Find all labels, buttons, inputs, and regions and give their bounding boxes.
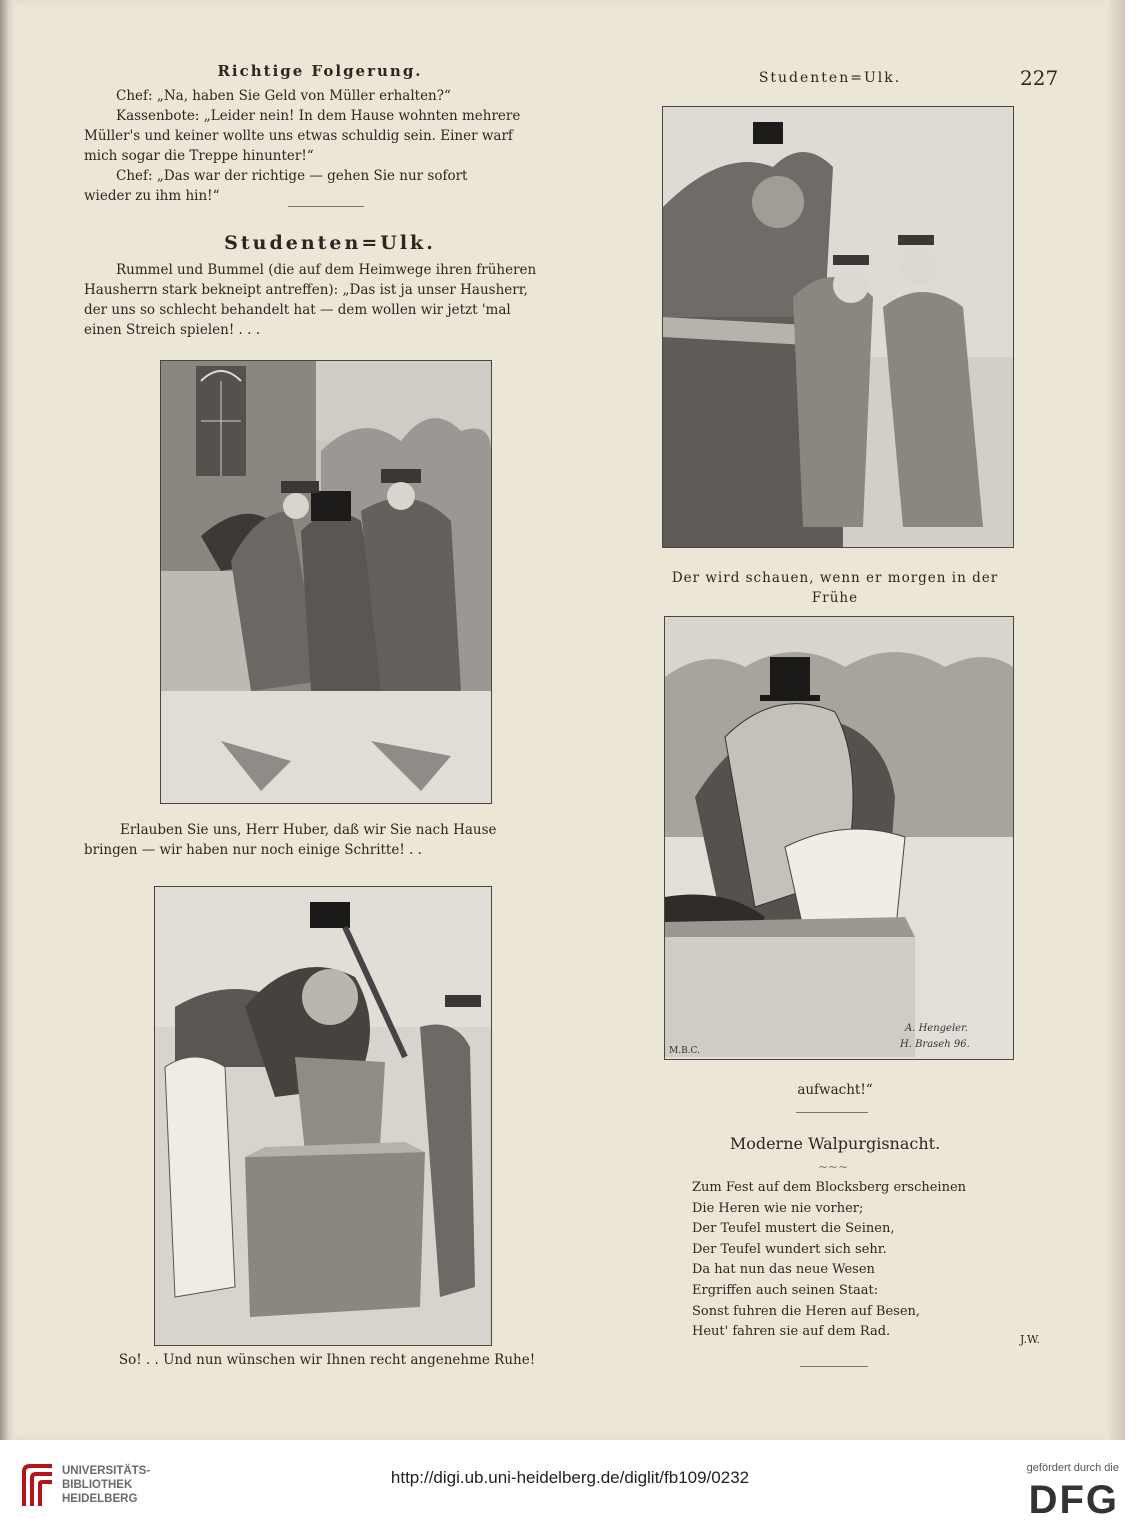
library-name: [62, 1464, 150, 1506]
caption-line: Erlauben Sie uns, Herr Huber, daß wir Sie nach Hause: [120, 822, 497, 838]
page-number: 227: [1020, 66, 1059, 90]
poem-line: Der Teufel mustert die Seinen,: [692, 1221, 895, 1237]
illus-mark: M.B.C.: [669, 1046, 700, 1056]
illus-signature-1: A. Hengeler.: [905, 1023, 968, 1034]
caption-3: Der wird schauen, wenn er morgen in der Frühe: [671, 570, 999, 606]
poem-line: Da hat nun das neue Wesen: [692, 1262, 875, 1278]
text-line: wieder zu ihm hin!“: [84, 188, 220, 204]
dfg-logo: DFG: [1028, 1478, 1119, 1522]
caption-line: bringen — wir haben nur noch einige Schritte! . .: [84, 842, 422, 858]
text-line: Müller's und keiner wollte uns etwas schuldig sein. Einer warf: [84, 128, 513, 144]
poem-title: Moderne Walpurgisnacht.: [729, 1134, 941, 1153]
divider: [800, 1366, 868, 1367]
running-header: Studenten=Ulk.: [758, 70, 902, 86]
poem: [692, 1178, 1012, 1343]
divider: [288, 206, 364, 207]
poem-line: Zum Fest auf dem Blocksberg erscheinen: [692, 1180, 967, 1195]
text-line: Hausherrn stark bekneipt antreffen): „Das ist ja unser Hausherr,: [84, 282, 528, 298]
text-line: einen Streich spielen! . . .: [84, 322, 261, 338]
text-line: Chef: „Na, haben Sie Geld von Müller erhalten?“: [116, 88, 451, 104]
ornament: ~~~: [818, 1160, 849, 1174]
source-url-link[interactable]: http://digi.ub.uni-heidelberg.de/diglit/fb109/0232: [390, 1468, 750, 1487]
text-line: Rummel und Bummel (die auf dem Heimwege ihren früheren: [116, 262, 537, 278]
poem-line: Sonst fuhren die Heren auf Besen,: [692, 1303, 921, 1319]
funded-by-label: gefördert durch die: [1026, 1462, 1119, 1474]
library-name-line: UNIVERSITÄTS-: [62, 1465, 151, 1477]
scan-edge: [0, 0, 14, 1440]
poem-line: Ergriffen auch seinen Staat:: [692, 1282, 879, 1298]
section-title-studenten-ulk: Studenten=Ulk.: [224, 232, 436, 254]
section2-text: [84, 260, 570, 340]
library-name-line: HEIDELBERG: [62, 1493, 138, 1505]
text-line: der uns so schlecht behandelt hat — dem wollen wir jetzt 'mal: [84, 302, 511, 318]
caption-1: [84, 820, 570, 860]
text-line: Kassenbote: „Leider nein! In dem Hause wohnten mehrere: [116, 108, 521, 124]
poem-signature: J.W.: [1020, 1333, 1040, 1346]
caption-2: So! . . Und nun wünschen wir Ihnen recht angenehme Ruhe!: [118, 1352, 536, 1368]
text-line: Chef: „Das war der richtige — gehen Sie nur sofort: [116, 168, 468, 184]
section-title-richtige-folgerung: Richtige Folgerung.: [217, 62, 423, 80]
poem-line: Die Heren wie nie vorher;: [692, 1200, 864, 1216]
illus-signature-2: H. Braseh 96.: [900, 1039, 970, 1050]
illustration-lion-with-hat: [664, 616, 1014, 1060]
page-shadow: [1105, 0, 1125, 1440]
library-name-line: BIBLIOTHEK: [62, 1479, 133, 1491]
library-logo-icon: [18, 1462, 58, 1512]
text-line: mich sogar die Treppe hinunter!“: [84, 148, 314, 164]
poem-line: Heut' fahren sie auf dem Rad.: [692, 1324, 891, 1340]
illustration-students-escort: [160, 360, 492, 804]
illustration-lion-statue-placement: [154, 886, 492, 1346]
illustration-students-walk-away: [662, 106, 1014, 548]
divider: [796, 1112, 868, 1113]
section1-text: [84, 86, 570, 206]
poem-line: Der Teufel wundert sich sehr.: [692, 1241, 887, 1257]
caption-4: aufwacht!“: [797, 1082, 873, 1098]
